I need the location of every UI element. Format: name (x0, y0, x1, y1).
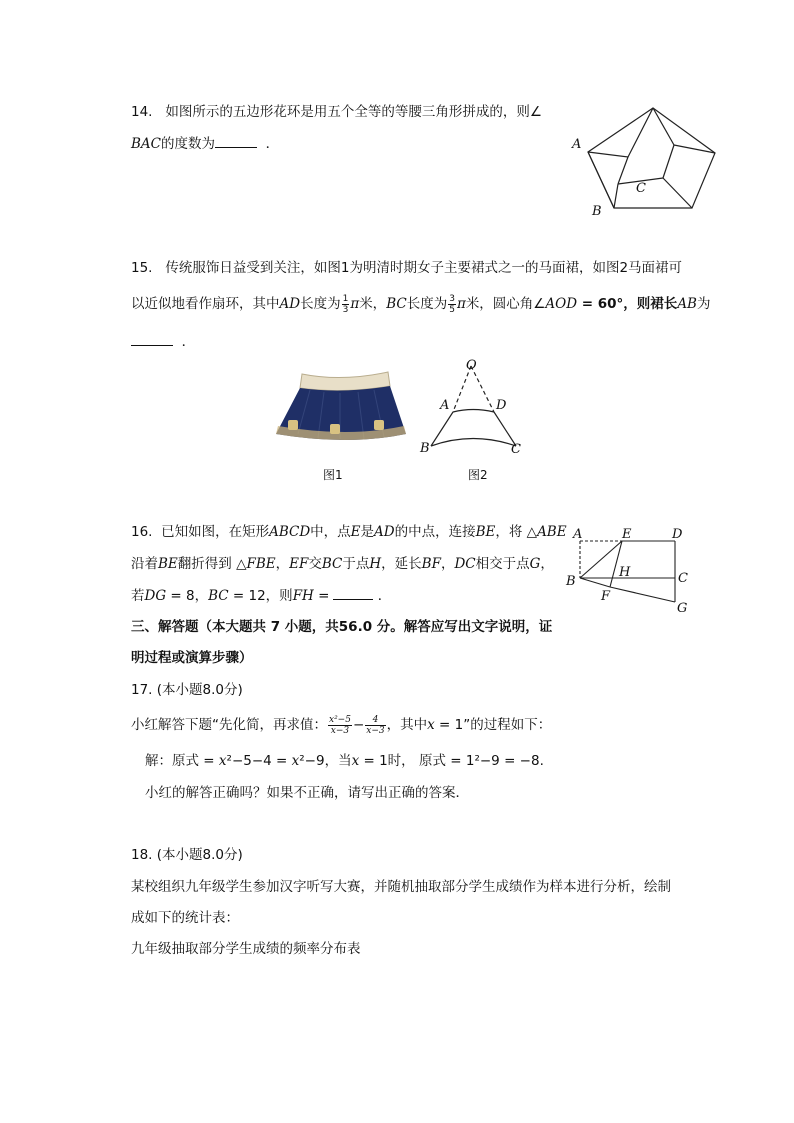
q15-line2 (131, 292, 710, 316)
q16-t6: 沿着 (131, 556, 158, 572)
q16-t15: 若 (131, 588, 145, 604)
q17-sx1: x (218, 753, 227, 769)
q15-fig2-caption: 图2 (468, 468, 488, 482)
q17-s3: ²−9，当 (299, 753, 352, 769)
q16-line2 (131, 554, 554, 574)
q14-label-a: A (572, 137, 582, 152)
q14-label-b: B (592, 204, 602, 219)
q17-t1: 小红解答下题“先化简，再求值： (131, 717, 327, 733)
q15-arc-bc (431, 439, 516, 447)
q15-f2-num: 3 (449, 293, 455, 304)
q16-var-bc: BC (321, 556, 343, 572)
q15-f2-den: 5 (449, 304, 455, 315)
q16-t17: = 12，则 (228, 588, 293, 604)
q16-label-g: G (677, 601, 688, 616)
q16-var-abcd: ABCD (269, 524, 311, 540)
q14-label-c: C (636, 181, 646, 196)
q17-f1-num: x²−5 (329, 714, 351, 725)
section3-heading-line1: 三、解答题（本大题共 7 小题，共56.0 分。解答应写出文字说明，证 (131, 619, 553, 635)
q16-t1: 已知如图，在矩形 (161, 524, 270, 540)
q14-text: 如图所示的五边形花环是用五个全等的等腰三角形拼成的，则∠ (165, 104, 542, 120)
q14-number: 14. (131, 104, 153, 120)
q18-line2: 成如下的统计表： (131, 910, 239, 926)
q16-end: ． (377, 588, 392, 604)
q16-label-f: F (601, 589, 611, 604)
q18-table-title: 九年级抽取部分学生成绩的频率分布表 (131, 941, 361, 957)
q14-pentagon-figure (568, 100, 728, 222)
q15-t7: 为 (696, 296, 711, 312)
q14-line1 (131, 102, 542, 122)
q15-var-ad: AD (279, 296, 301, 312)
q16-var-be: BE (475, 524, 496, 540)
q14-text2: 的度数为 (161, 136, 215, 152)
q15-line1 (131, 258, 682, 278)
q15-var-ab: AB (677, 296, 697, 312)
q17-f2-den: x−3 (366, 725, 385, 736)
q15-label-o: O (466, 358, 477, 373)
q16-t16: = 8， (166, 588, 209, 604)
q17-f1-den: x−3 (330, 725, 350, 736)
q15-f1-den: 3 (342, 304, 349, 315)
q17-var-x: x (427, 717, 435, 733)
q15-t5: 米，圆心角∠ (465, 296, 546, 312)
q16-rectangle-figure (563, 523, 698, 618)
q16-var-fh: FH (292, 588, 314, 604)
q16-line1 (131, 522, 567, 542)
section3-heading-line2: 明过程或演算步骤） (131, 650, 253, 666)
q16-t7: 翻折得到 △ (177, 556, 247, 572)
q15-fraction-1 (342, 294, 350, 315)
q16-var-dg: DG (144, 588, 167, 604)
q15-t2: 长度为 (300, 296, 341, 312)
q18-header: 18. (本小题8.0分) (131, 847, 243, 863)
q17-fraction-1 (328, 715, 352, 736)
q16-var-g: G (529, 556, 541, 572)
q14-answer-blank (215, 147, 257, 148)
q17-t3: = 1”的过程如下： (434, 717, 552, 733)
q14-inner-lines (588, 108, 653, 157)
q14-angle-var: BAC (131, 136, 161, 152)
q17-sx2: x (291, 753, 300, 769)
q17-header: 17. (本小题8.0分) (131, 682, 243, 698)
q16-var-bf: BF (421, 556, 441, 572)
q17-s1: 解：原式 = (145, 753, 219, 769)
q16-t3: 是 (360, 524, 375, 540)
q16-var-be2: BE (158, 556, 178, 572)
q16-var-e: E (350, 524, 361, 540)
q14-line2 (131, 134, 279, 154)
q17-line1 (131, 713, 551, 737)
q15-label-b: B (420, 441, 430, 456)
q15-label-d: D (496, 398, 507, 413)
q16-var-bc2: BC (208, 588, 229, 604)
q15-line3 (131, 332, 195, 352)
q15-pi-2: π (456, 296, 466, 312)
q16-t10: 于点 (342, 556, 370, 572)
q15-var-aod: AOD (545, 296, 578, 312)
q16-var-ef: EF (289, 556, 309, 572)
q17-f2-num: 4 (365, 715, 385, 726)
q16-line3 (131, 586, 391, 606)
q16-t4: 的中点，连接 (394, 524, 476, 540)
q16-t14: ， (540, 556, 554, 572)
q16-number: 16. (131, 524, 153, 540)
q15-label-c: C (511, 442, 521, 457)
q17-t2: ，其中 (386, 717, 428, 733)
q15-arc-ad (453, 410, 494, 413)
q15-var-bc: BC (386, 296, 407, 312)
q17-question: 小红的解答正确吗？如果不正确，请写出正确的答案． (145, 785, 469, 801)
q17-sx3: x (351, 753, 360, 769)
q16-var-ad: AD (374, 524, 395, 540)
q15-f1-num: 1 (342, 293, 349, 304)
q16-t5: ，将 △ (495, 524, 538, 540)
q15-label-a: A (440, 398, 450, 413)
q16-var-h: H (369, 556, 382, 572)
q16-var-abe: ABE (537, 524, 567, 540)
q18-line1: 某校组织九年级学生参加汉字听写大赛，并随机抽取部分学生成绩作为样本进行分析，绘制 (131, 879, 671, 895)
q15-t1: 以近似地看作扇环，其中 (131, 296, 280, 312)
q16-var-dc: DC (454, 556, 476, 572)
q15-fig1-caption: 图1 (323, 468, 343, 482)
q15-pi-1: π (350, 296, 360, 312)
q16-label-d: D (672, 527, 683, 542)
q16-var-fbe: FBE (246, 556, 276, 572)
q16-label-h: H (619, 565, 631, 580)
q17-minus: − (352, 717, 365, 733)
q16-label-c: C (678, 571, 688, 586)
q15-end: ． (181, 334, 196, 350)
q15-t3: 米， (359, 296, 387, 312)
q15-number: 15. (131, 260, 153, 276)
q15-skirt-image (270, 368, 410, 448)
q16-t11: ，延长 (381, 556, 422, 572)
q16-t2: 中，点 (310, 524, 351, 540)
q15-fraction-2 (448, 294, 456, 315)
q16-t8: ， (275, 556, 290, 572)
q17-s2: ²−5−4 = (226, 753, 292, 769)
q15-annulus-figure (416, 355, 531, 460)
q15-t4: 长度为 (406, 296, 448, 312)
q14-end: ． (265, 136, 280, 152)
q16-t13: 相交于点 (475, 556, 530, 572)
q16-answer-blank (333, 599, 373, 600)
q16-t12: ， (440, 556, 455, 572)
q15-answer-blank (131, 345, 173, 346)
q16-t18: = (313, 588, 330, 604)
q16-t9: 交 (308, 556, 322, 572)
q16-label-a: A (573, 527, 583, 542)
q17-solution (145, 751, 544, 771)
q15-t6: = 60°，则裙长 (577, 296, 678, 312)
q16-label-b: B (566, 574, 576, 589)
q17-s4: = 1时， 原式 = 1²−9 = −8. (359, 753, 544, 769)
q15-text1: 传统服饰日益受到关注，如图1为明清时期女子主要裙式之一的马面裙，如图2马面裙可 (165, 260, 683, 276)
q17-fraction-2 (365, 715, 385, 736)
q16-label-e: E (622, 527, 632, 542)
